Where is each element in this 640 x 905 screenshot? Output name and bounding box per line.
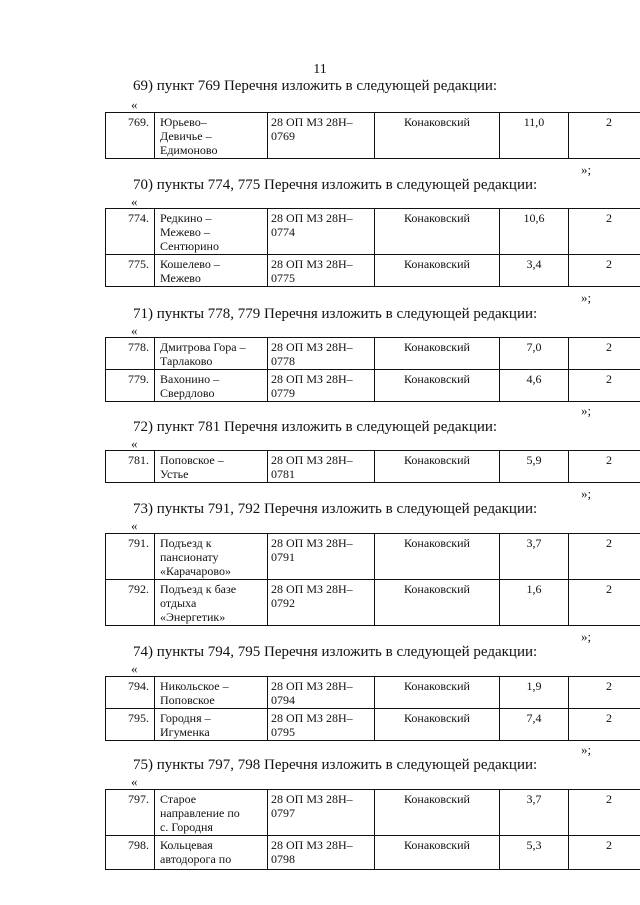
items-table bbox=[105, 533, 640, 626]
open-quote: « bbox=[131, 436, 138, 451]
close-quote: »; bbox=[581, 486, 592, 501]
table-row bbox=[106, 255, 640, 287]
item-number: 774. bbox=[106, 209, 155, 255]
item-number: 779. bbox=[106, 370, 155, 402]
road-name: Дмитрова Гора – Тарлаково bbox=[155, 338, 268, 370]
road-category: 2 bbox=[569, 338, 640, 370]
road-category: 2 bbox=[569, 209, 640, 255]
road-name: Кошелево – Межево bbox=[155, 255, 268, 287]
items-table bbox=[105, 676, 640, 741]
road-length: 7,0 bbox=[500, 338, 569, 370]
road-name: Редкино – Межево – Сентюрино bbox=[155, 209, 268, 255]
item-number: 795. bbox=[106, 709, 155, 741]
item-number: 797. bbox=[106, 790, 155, 836]
table-row bbox=[106, 370, 640, 402]
road-id-code: 28 ОП МЗ 28Н– 0781 bbox=[268, 451, 375, 483]
road-id-code: 28 ОП МЗ 28Н– 0792 bbox=[268, 580, 375, 626]
item-number: 798. bbox=[106, 836, 155, 870]
road-id-code: 28 ОП МЗ 28Н– 0769 bbox=[268, 113, 375, 159]
road-name: Вахонино – Свердлово bbox=[155, 370, 268, 402]
section-heading: 70) пункты 774, 775 Перечня изложить в следующей редакции: bbox=[133, 177, 538, 193]
section-heading: 69) пункт 769 Перечня изложить в следующей редакции: bbox=[133, 78, 498, 94]
open-quote: « bbox=[131, 194, 138, 209]
road-length: 1,6 bbox=[500, 580, 569, 626]
district: Конаковский bbox=[375, 209, 500, 255]
district: Конаковский bbox=[375, 790, 500, 836]
road-category: 2 bbox=[569, 677, 640, 709]
page-number: 11 bbox=[313, 62, 327, 77]
item-number: 778. bbox=[106, 338, 155, 370]
table-row bbox=[106, 451, 640, 483]
road-category: 2 bbox=[569, 451, 640, 483]
table-row bbox=[106, 836, 640, 870]
district: Конаковский bbox=[375, 677, 500, 709]
road-id-code: 28 ОП МЗ 28Н– 0774 bbox=[268, 209, 375, 255]
road-name: Подъезд к пансионату «Карачарово» bbox=[155, 534, 268, 580]
open-quote: « bbox=[131, 774, 138, 789]
district: Конаковский bbox=[375, 580, 500, 626]
open-quote: « bbox=[131, 323, 138, 338]
open-quote: « bbox=[131, 518, 138, 533]
table-row bbox=[106, 113, 640, 159]
road-category: 2 bbox=[569, 836, 640, 870]
section-heading: 75) пункты 797, 798 Перечня изложить в следующей редакции: bbox=[133, 757, 538, 773]
district: Конаковский bbox=[375, 836, 500, 870]
table-row bbox=[106, 338, 640, 370]
table-row bbox=[106, 709, 640, 741]
district: Конаковский bbox=[375, 709, 500, 741]
table-row bbox=[106, 209, 640, 255]
item-number: 775. bbox=[106, 255, 155, 287]
road-category: 2 bbox=[569, 534, 640, 580]
road-length: 3,7 bbox=[500, 534, 569, 580]
road-length: 3,7 bbox=[500, 790, 569, 836]
road-name: Никольское – Поповское bbox=[155, 677, 268, 709]
road-category: 2 bbox=[569, 255, 640, 287]
table-row bbox=[106, 580, 640, 626]
items-table bbox=[105, 337, 640, 402]
road-category: 2 bbox=[569, 370, 640, 402]
district: Конаковский bbox=[375, 338, 500, 370]
road-category: 2 bbox=[569, 790, 640, 836]
close-quote: »; bbox=[581, 742, 592, 757]
close-quote: »; bbox=[581, 403, 592, 418]
table-row bbox=[106, 677, 640, 709]
road-category: 2 bbox=[569, 580, 640, 626]
open-quote: « bbox=[131, 661, 138, 676]
item-number: 769. bbox=[106, 113, 155, 159]
road-length: 3,4 bbox=[500, 255, 569, 287]
road-name: Городня – Игуменка bbox=[155, 709, 268, 741]
road-length: 7,4 bbox=[500, 709, 569, 741]
road-category: 2 bbox=[569, 709, 640, 741]
road-id-code: 28 ОП МЗ 28Н– 0795 bbox=[268, 709, 375, 741]
road-id-code: 28 ОП МЗ 28Н– 0791 bbox=[268, 534, 375, 580]
district: Конаковский bbox=[375, 370, 500, 402]
road-id-code: 28 ОП МЗ 28Н– 0798 bbox=[268, 836, 375, 870]
close-quote: »; bbox=[581, 629, 592, 644]
district: Конаковский bbox=[375, 255, 500, 287]
close-quote: »; bbox=[581, 290, 592, 305]
road-category: 2 bbox=[569, 113, 640, 159]
road-name: Старое направление по с. Городня bbox=[155, 790, 268, 836]
items-table bbox=[105, 450, 640, 483]
open-quote: « bbox=[131, 97, 138, 112]
road-name: Кольцевая автодорога по bbox=[155, 836, 268, 870]
road-length: 5,9 bbox=[500, 451, 569, 483]
section-heading: 73) пункты 791, 792 Перечня изложить в следующей редакции: bbox=[133, 501, 538, 517]
item-number: 791. bbox=[106, 534, 155, 580]
road-length: 10,6 bbox=[500, 209, 569, 255]
road-length: 5,3 bbox=[500, 836, 569, 870]
road-id-code: 28 ОП МЗ 28Н– 0797 bbox=[268, 790, 375, 836]
close-quote: »; bbox=[581, 162, 592, 177]
road-length: 11,0 bbox=[500, 113, 569, 159]
section-heading: 72) пункт 781 Перечня изложить в следующей редакции: bbox=[133, 419, 498, 435]
road-name: Юрьево– Девичье – Едимоново bbox=[155, 113, 268, 159]
section-heading: 74) пункты 794, 795 Перечня изложить в следующей редакции: bbox=[133, 644, 538, 660]
road-length: 1,9 bbox=[500, 677, 569, 709]
district: Конаковский bbox=[375, 534, 500, 580]
road-length: 4,6 bbox=[500, 370, 569, 402]
item-number: 792. bbox=[106, 580, 155, 626]
district: Конаковский bbox=[375, 451, 500, 483]
road-name: Поповское – Устье bbox=[155, 451, 268, 483]
items-table bbox=[105, 112, 640, 159]
district: Конаковский bbox=[375, 113, 500, 159]
section-heading: 71) пункты 778, 779 Перечня изложить в следующей редакции: bbox=[133, 306, 538, 322]
road-id-code: 28 ОП МЗ 28Н– 0778 bbox=[268, 338, 375, 370]
item-number: 781. bbox=[106, 451, 155, 483]
road-id-code: 28 ОП МЗ 28Н– 0794 bbox=[268, 677, 375, 709]
item-number: 794. bbox=[106, 677, 155, 709]
road-id-code: 28 ОП МЗ 28Н– 0779 bbox=[268, 370, 375, 402]
table-row bbox=[106, 534, 640, 580]
road-id-code: 28 ОП МЗ 28Н– 0775 bbox=[268, 255, 375, 287]
items-table bbox=[105, 208, 640, 287]
items-table bbox=[105, 789, 640, 870]
table-row bbox=[106, 790, 640, 836]
road-name: Подъезд к базе отдыха «Энергетик» bbox=[155, 580, 268, 626]
